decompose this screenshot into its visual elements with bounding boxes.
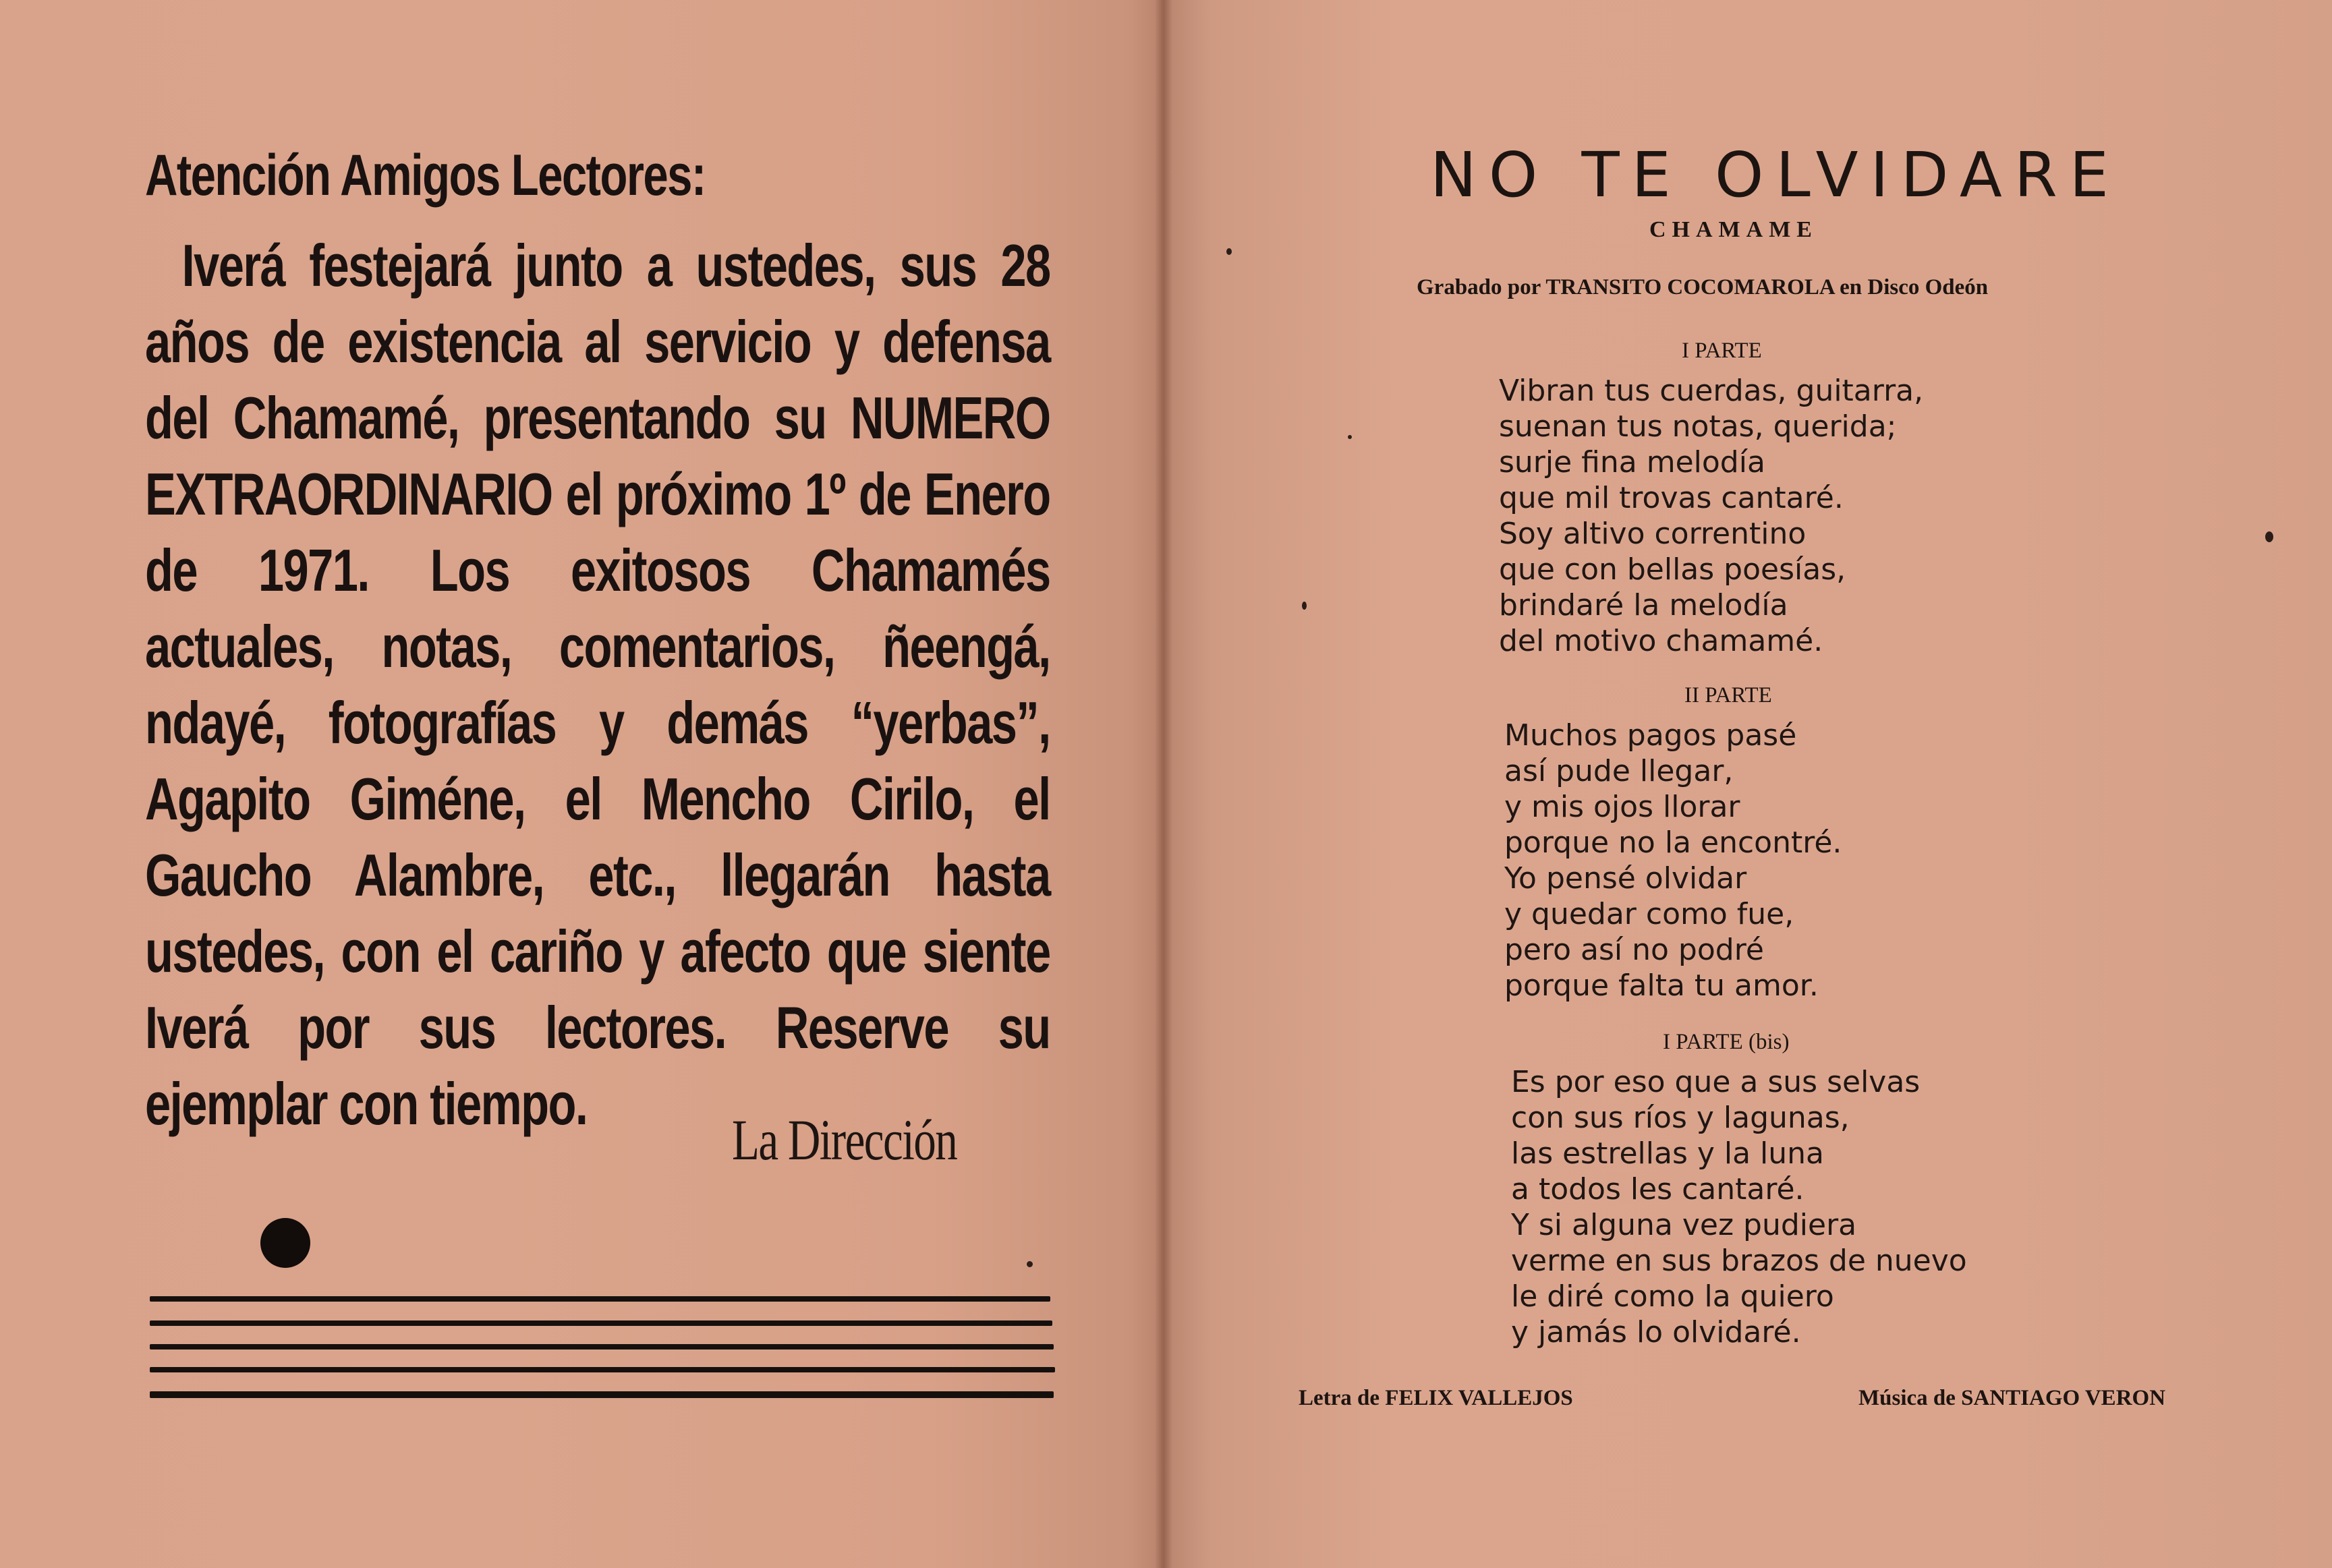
verse — [1504, 718, 1842, 1004]
verse-line: que con bellas poesías, — [1499, 552, 1846, 587]
lyrics-credit: Letra de FELIX VALLEJOS — [1299, 1386, 1573, 1410]
decorative-dot — [260, 1218, 310, 1268]
verse-line: suenan tus notas, querida; — [1499, 409, 1897, 444]
section-label: II PARTE — [1684, 683, 1772, 707]
recording-credit: Grabado por TRANSITO COCOMAROLA en Disco Odeón — [1417, 275, 1989, 299]
verse-line: y jamás lo olvidaré. — [1511, 1315, 1801, 1349]
notice-heading: Atención Amigos Lectores: — [145, 143, 706, 208]
verse-line: porque falta tu amor. — [1504, 968, 1819, 1003]
decorative-rule — [150, 1367, 1055, 1372]
notice-signature: La Dirección — [732, 1107, 957, 1172]
page-gutter — [1155, 0, 1172, 1568]
verse-line: Soy altivo correntino — [1499, 517, 1807, 551]
print-speck — [1226, 248, 1232, 255]
verse-line: que mil trovas cantaré. — [1499, 481, 1844, 515]
verse-line: pero así no podré — [1504, 933, 1764, 967]
reader-notice — [145, 138, 1052, 1142]
verse-line: brindaré la melodía — [1499, 588, 1788, 622]
song-title: NO TE OLVIDARE — [1430, 139, 2121, 211]
verse-line: verme en sus brazos de nuevo — [1511, 1244, 1967, 1278]
notice-body: Iverá festejará junto a ustedes, sus 28 años de existencia al servicio y defensa del Chamamé, presentando su NUMERO EXTRAORDINARIO el próximo 1º de Enero de 1971. Los exitosos Chamamés actuales, notas, comentarios, ñeengá, ndayé, fotografías y demás “yerbas”, Agapito Giméne, el Mencho Cirilo, el Gaucho Alambre, etc., llegarán hasta ustedes, con el cariño y afecto que siente Iverá por sus lectores. Reserve su ejemplar con tiempo. — [145, 232, 1050, 1137]
verse-line: Y si alguna vez pudiera — [1511, 1208, 1857, 1242]
section-label: I PARTE — [1682, 339, 1762, 363]
print-speck — [1348, 435, 1352, 439]
verse — [1499, 373, 1923, 659]
verse-line: porque no la encontré. — [1504, 825, 1842, 860]
verse-line: y quedar como fue, — [1504, 897, 1794, 931]
verse-line: Yo pensé olvidar — [1504, 861, 1747, 896]
verse-line: con sus ríos y lagunas, — [1511, 1101, 1850, 1135]
verse-line: a todos les cantaré. — [1511, 1172, 1804, 1207]
print-speck — [2265, 531, 2273, 542]
left-page — [0, 0, 1164, 1568]
print-speck — [1027, 1261, 1033, 1267]
verse-line: surje fina melodía — [1499, 445, 1765, 480]
verse-line: las estrellas y la luna — [1511, 1136, 1825, 1171]
verse-line: Es por eso que a sus selvas — [1511, 1065, 1921, 1099]
print-speck — [1302, 602, 1307, 610]
verse-line: le diré como la quiero — [1511, 1279, 1834, 1314]
decorative-rule — [150, 1344, 1054, 1349]
verse-line: Vibran tus cuerdas, guitarra, — [1499, 374, 1924, 408]
section-label: I PARTE (bis) — [1663, 1030, 1790, 1054]
decorative-rule — [150, 1296, 1050, 1302]
verse-line: y mis ojos llorar — [1504, 790, 1740, 824]
verse — [1511, 1064, 1967, 1350]
verse-line: así pude llegar, — [1504, 754, 1734, 788]
decorative-rule — [150, 1391, 1054, 1398]
decorative-rule — [150, 1320, 1052, 1326]
song-genre: CHAMAME — [1649, 217, 1818, 242]
verse-line: del motivo chamamé. — [1499, 624, 1823, 658]
verse-line: Muchos pagos pasé — [1504, 718, 1797, 753]
music-credit: Música de SANTIAGO VERON — [1858, 1386, 2166, 1410]
